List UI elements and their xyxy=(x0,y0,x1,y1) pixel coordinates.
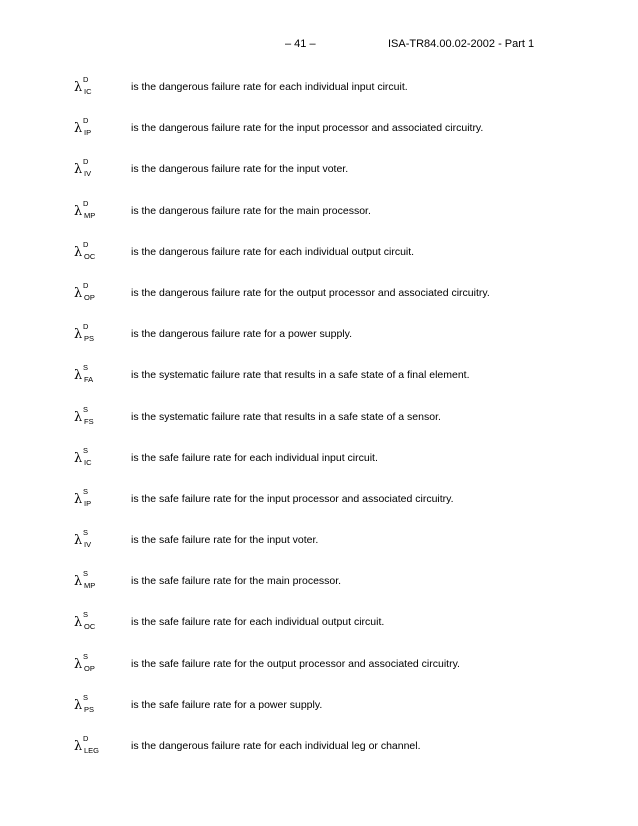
lambda-symbol: λ xyxy=(74,574,83,590)
symbol-superscript: S xyxy=(83,486,89,496)
failure-rate-symbol xyxy=(74,529,124,559)
definition-row xyxy=(0,70,638,111)
lambda-symbol: λ xyxy=(74,491,83,507)
page-header xyxy=(0,38,638,54)
symbol-superscript: S xyxy=(83,445,89,455)
failure-rate-symbol xyxy=(74,76,124,106)
failure-rate-symbol xyxy=(74,653,124,683)
failure-rate-symbol xyxy=(74,323,124,353)
symbol-superscript: S xyxy=(83,692,89,702)
symbol-subscript: FS xyxy=(84,416,94,426)
lambda-symbol: λ xyxy=(74,533,83,549)
symbol-superscript: D xyxy=(83,116,89,126)
failure-rate-symbol xyxy=(74,570,124,600)
lambda-symbol: λ xyxy=(74,615,83,631)
lambda-symbol: λ xyxy=(74,368,83,384)
lambda-symbol: λ xyxy=(74,739,83,754)
definition-list xyxy=(0,70,638,770)
symbol-subscript: LEG xyxy=(84,746,100,755)
definition-text: is the systematic failure rate that results in a safe state of a sensor. xyxy=(131,410,441,423)
symbol-subscript: OC xyxy=(84,622,96,632)
definition-text: is the dangerous failure rate for each individual input circuit. xyxy=(131,81,408,93)
symbol-superscript: S xyxy=(83,569,89,579)
document-id: ISA-TR84.00.02-2002 - Part 1 xyxy=(388,38,535,50)
lambda-symbol: λ xyxy=(74,327,83,343)
failure-rate-symbol xyxy=(74,117,124,147)
lambda-symbol: λ xyxy=(74,162,83,178)
lambda-symbol: λ xyxy=(74,450,83,466)
lambda-symbol: λ xyxy=(74,203,83,219)
symbol-superscript: D xyxy=(83,734,89,743)
definition-row xyxy=(0,152,638,193)
symbol-superscript: S xyxy=(83,404,89,414)
symbol-subscript: OC xyxy=(84,251,96,261)
definition-text: is the dangerous failure rate for the output processor and associated circuitry. xyxy=(131,286,490,299)
symbol-superscript: D xyxy=(83,322,89,332)
definition-text: is the safe failure rate for a power supply. xyxy=(131,698,323,711)
symbol-subscript: MP xyxy=(84,210,96,220)
symbol-subscript: IC xyxy=(84,457,92,467)
definition-row xyxy=(0,688,638,729)
definition-text: is the safe failure rate for the main processor. xyxy=(131,575,342,588)
symbol-subscript: FA xyxy=(84,375,94,385)
lambda-symbol: λ xyxy=(74,80,83,95)
symbol-subscript: IP xyxy=(84,498,92,508)
symbol-subscript: OP xyxy=(84,292,95,302)
symbol-superscript: D xyxy=(83,280,89,290)
symbol-superscript: D xyxy=(83,75,89,84)
definition-text: is the dangerous failure rate for each individual leg or channel. xyxy=(131,740,421,752)
symbol-superscript: D xyxy=(83,239,89,249)
symbol-superscript: S xyxy=(83,528,89,538)
definition-text: is the safe failure rate for each individual input circuit. xyxy=(131,451,378,464)
failure-rate-symbol xyxy=(74,447,124,477)
definition-text: is the safe failure rate for the input processor and associated circuitry. xyxy=(131,492,454,505)
definition-row xyxy=(0,564,638,605)
definition-text: is the safe failure rate for each individual output circuit. xyxy=(131,616,385,629)
failure-rate-symbol xyxy=(74,406,124,436)
symbol-subscript: IP xyxy=(84,128,92,138)
definition-row xyxy=(0,317,638,358)
definition-row xyxy=(0,400,638,441)
lambda-symbol: λ xyxy=(74,656,83,672)
definition-text: is the systematic failure rate that results in a safe state of a final element. xyxy=(131,369,470,382)
failure-rate-symbol xyxy=(74,735,124,765)
definition-row xyxy=(0,441,638,482)
lambda-symbol: λ xyxy=(74,697,83,713)
failure-rate-symbol xyxy=(74,282,124,312)
definition-text: is the safe failure rate for the input voter. xyxy=(131,534,319,547)
symbol-subscript: IV xyxy=(84,540,92,550)
failure-rate-symbol xyxy=(74,158,124,188)
failure-rate-symbol xyxy=(74,488,124,518)
symbol-subscript: IC xyxy=(84,87,92,96)
symbol-superscript: S xyxy=(83,610,89,620)
definition-text: is the safe failure rate for the output processor and associated circuitry. xyxy=(131,657,460,670)
definition-row xyxy=(0,605,638,646)
definition-row xyxy=(0,276,638,317)
lambda-symbol: λ xyxy=(74,121,83,137)
definition-text: is the dangerous failure rate for the main processor. xyxy=(131,204,371,217)
definition-row xyxy=(0,729,638,770)
definition-text: is the dangerous failure rate for the input voter. xyxy=(131,163,349,176)
failure-rate-symbol xyxy=(74,364,124,394)
failure-rate-symbol xyxy=(74,200,124,230)
definition-row xyxy=(0,482,638,523)
failure-rate-symbol xyxy=(74,694,124,724)
symbol-subscript: IV xyxy=(84,169,92,179)
symbol-superscript: D xyxy=(83,198,89,208)
definition-row xyxy=(0,358,638,399)
definition-row xyxy=(0,111,638,152)
definition-text: is the dangerous failure rate for each individual output circuit. xyxy=(131,245,415,258)
symbol-superscript: S xyxy=(83,363,89,373)
definition-row xyxy=(0,523,638,564)
lambda-symbol: λ xyxy=(74,285,83,301)
symbol-superscript: D xyxy=(83,157,89,167)
symbol-subscript: PS xyxy=(84,704,95,714)
definition-text: is the dangerous failure rate for the input processor and associated circuitry. xyxy=(131,122,484,135)
symbol-subscript: OP xyxy=(84,663,95,673)
failure-rate-symbol xyxy=(74,611,124,641)
definition-row xyxy=(0,194,638,235)
lambda-symbol: λ xyxy=(74,409,83,425)
symbol-superscript: S xyxy=(83,651,89,661)
definition-row xyxy=(0,235,638,276)
failure-rate-symbol xyxy=(74,241,124,271)
page-number: – 41 – xyxy=(285,38,316,50)
definition-row xyxy=(0,647,638,688)
symbol-subscript: MP xyxy=(84,581,96,591)
symbol-subscript: PS xyxy=(84,334,95,344)
lambda-symbol: λ xyxy=(74,244,83,260)
definition-text: is the dangerous failure rate for a power supply. xyxy=(131,328,353,341)
